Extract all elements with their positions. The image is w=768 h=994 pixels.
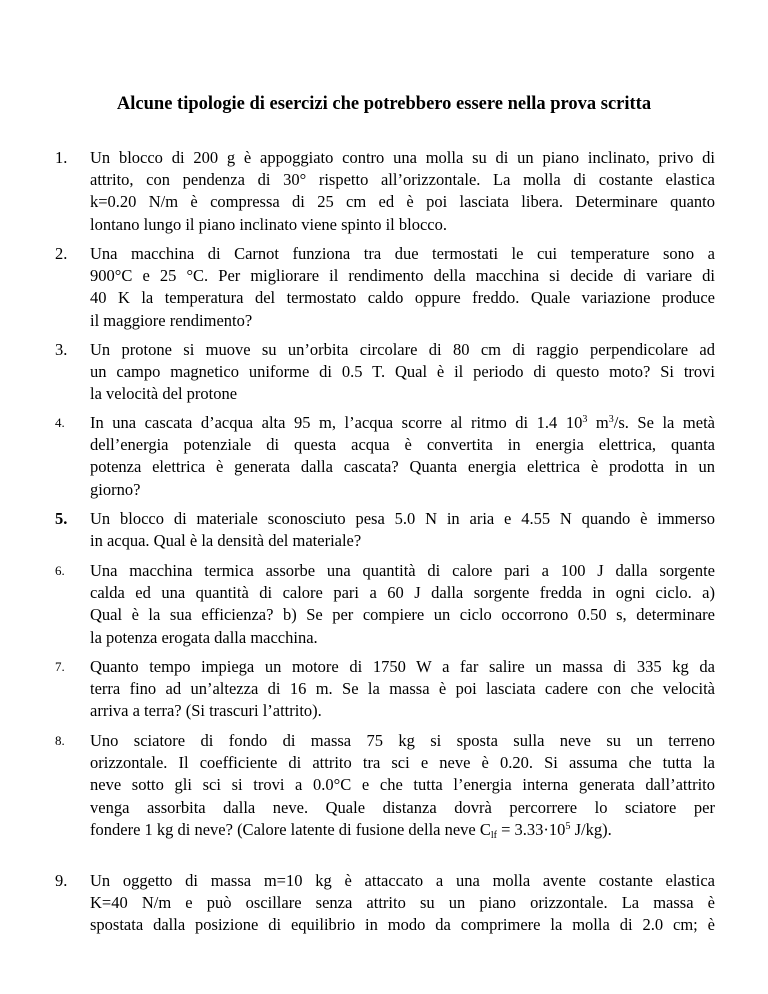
exercise-line: Una macchina di Carnot funziona tra due termostati le cui temperature sono a: [90, 244, 715, 263]
exercise-line: k=0.20 N/m è compressa di 25 cm ed è poi lasciata libera. Determinare quanto: [90, 192, 715, 212]
exercise-line: orizzontale. Il coefficiente di attrito tra sci e neve è 0.20. Si assuma che tutta la: [90, 753, 715, 773]
exercise-number: 2.: [55, 244, 68, 263]
exercise-line: Uno sciatore di fondo di massa 75 kg si sposta sulla neve su un terreno: [90, 731, 715, 750]
exercise-line: giorno?: [90, 479, 141, 499]
exercise-item: [55, 339, 715, 406]
exercise-text: [90, 870, 715, 937]
exercise-line: calda ed una quantità di calore pari a 60 J dalla sorgente fredda in ogni ciclo. a): [90, 583, 715, 603]
exercise-number: 7.: [55, 659, 65, 674]
exercise-line: spostata dalla posizione di equilibrio in modo da comprimere la molla di 2.0 cm; è: [90, 915, 715, 935]
exercise-line: In una cascata d’acqua alta 95 m, l’acqua scorre al ritmo di 1.4 $10^3$ $m^3/s$. Se la metà: [90, 413, 715, 432]
exercise-text: [90, 412, 715, 501]
exercise-line: fondere 1 kg di neve? (Calore latente di fusione della neve $C_{lf} = 3.33\cdot 10^5$ J/kg).: [90, 819, 612, 841]
exercise-item: [55, 243, 715, 332]
exercise-line: terra fino ad un’altezza di 16 m. Se la massa è poi lasciata cadere con che velocità: [90, 679, 715, 699]
exercise-text: [90, 560, 715, 649]
exercise-item: [55, 870, 715, 937]
exercise-text: [90, 656, 715, 723]
exercise-line: Quanto tempo impiega un motore di 1750 W a far salire un massa di 335 kg da: [90, 657, 715, 676]
exercise-line: K=40 N/m e può oscillare senza attrito su un piano orizzontale. La massa è: [90, 893, 715, 913]
exercise-line: Un protone si muove su un’orbita circolare di 80 cm di raggio perpendicolare ad: [90, 340, 715, 359]
exercise-text: [90, 147, 715, 236]
exercise-line: lontano lungo il piano inclinato viene spinto il blocco.: [90, 214, 447, 234]
exercise-line: Un blocco di 200 g è appoggiato contro una molla su di un piano inclinato, privo di: [90, 148, 715, 167]
exercise-item: [55, 508, 715, 552]
exercise-number: 3.: [55, 340, 68, 359]
exercise-line: potenza elettrica è generata dalla cascata? Quanta energia elettrica è prodotta in un: [90, 457, 715, 477]
exercise-item: [55, 656, 715, 723]
exercise-line: Un oggetto di massa m=10 kg è attaccato a una molla avente costante elastica: [90, 871, 715, 890]
exercise-line: attrito, con pendenza di 30° rispetto all’orizzontale. La molla di costante elastica: [90, 170, 715, 190]
exercise-text: [90, 339, 715, 406]
exercise-number: 4.: [55, 415, 65, 430]
exercise-line: in acqua. Qual è la densità del materiale?: [90, 531, 362, 551]
exercise-text: [90, 730, 715, 841]
exercise-text: [90, 243, 715, 332]
exercise-line: il maggiore rendimento?: [90, 310, 253, 330]
page-title: Alcune tipologie di esercizi che potrebbero essere nella prova scritta: [116, 94, 652, 114]
exercise-number: 8.: [55, 733, 65, 748]
exercise-item: [55, 560, 715, 649]
exercise-line: un campo magnetico uniforme di 0.5 T. Qual è il periodo di questo moto? Si trovi: [90, 362, 715, 382]
exercise-item: [55, 147, 715, 236]
exercise-number: 5.: [55, 509, 68, 528]
exercise-line: Una macchina termica assorbe una quantità di calore pari a 100 J dalla sorgente: [90, 561, 715, 580]
exercise-line: 40 K la temperatura del termostato caldo oppure freddo. Quale variazione produce: [90, 288, 715, 308]
exercise-line: Un blocco di materiale sconosciuto pesa 5.0 N in aria e 4.55 N quando è immerso: [90, 509, 715, 528]
exercise-line: arriva a terra? (Si trascuri l’attrito).: [90, 701, 322, 721]
exercise-line: 900°C e 25 °C. Per migliorare il rendimento della macchina si decide di variare di: [90, 266, 715, 286]
exercise-number: 6.: [55, 563, 65, 578]
exercise-line: Qual è la sua efficienza? b) Se per compiere un ciclo occorrono 0.50 s, determinare: [90, 605, 715, 625]
exercise-number: 1.: [55, 148, 68, 167]
exercise-item: [55, 730, 715, 841]
exercise-text: [90, 508, 715, 552]
exercise-line: la velocità del protone: [90, 384, 238, 404]
exercise-line: dell’energia potenziale di questa acqua è convertita in energia elettrica, quanta: [90, 435, 715, 455]
exercise-line: neve sotto gli sci si trovi a 0.0°C e che tutta l’energia interna generata dall’attrito: [90, 775, 715, 795]
exercise-item: [55, 412, 715, 501]
exercise-line: la potenza erogata dalla macchina.: [90, 627, 318, 647]
exercise-number: 9.: [55, 871, 68, 890]
exercise-line: venga assorbita dalla neve. Quale distanza dovrà percorrere lo sciatore per: [90, 797, 715, 817]
